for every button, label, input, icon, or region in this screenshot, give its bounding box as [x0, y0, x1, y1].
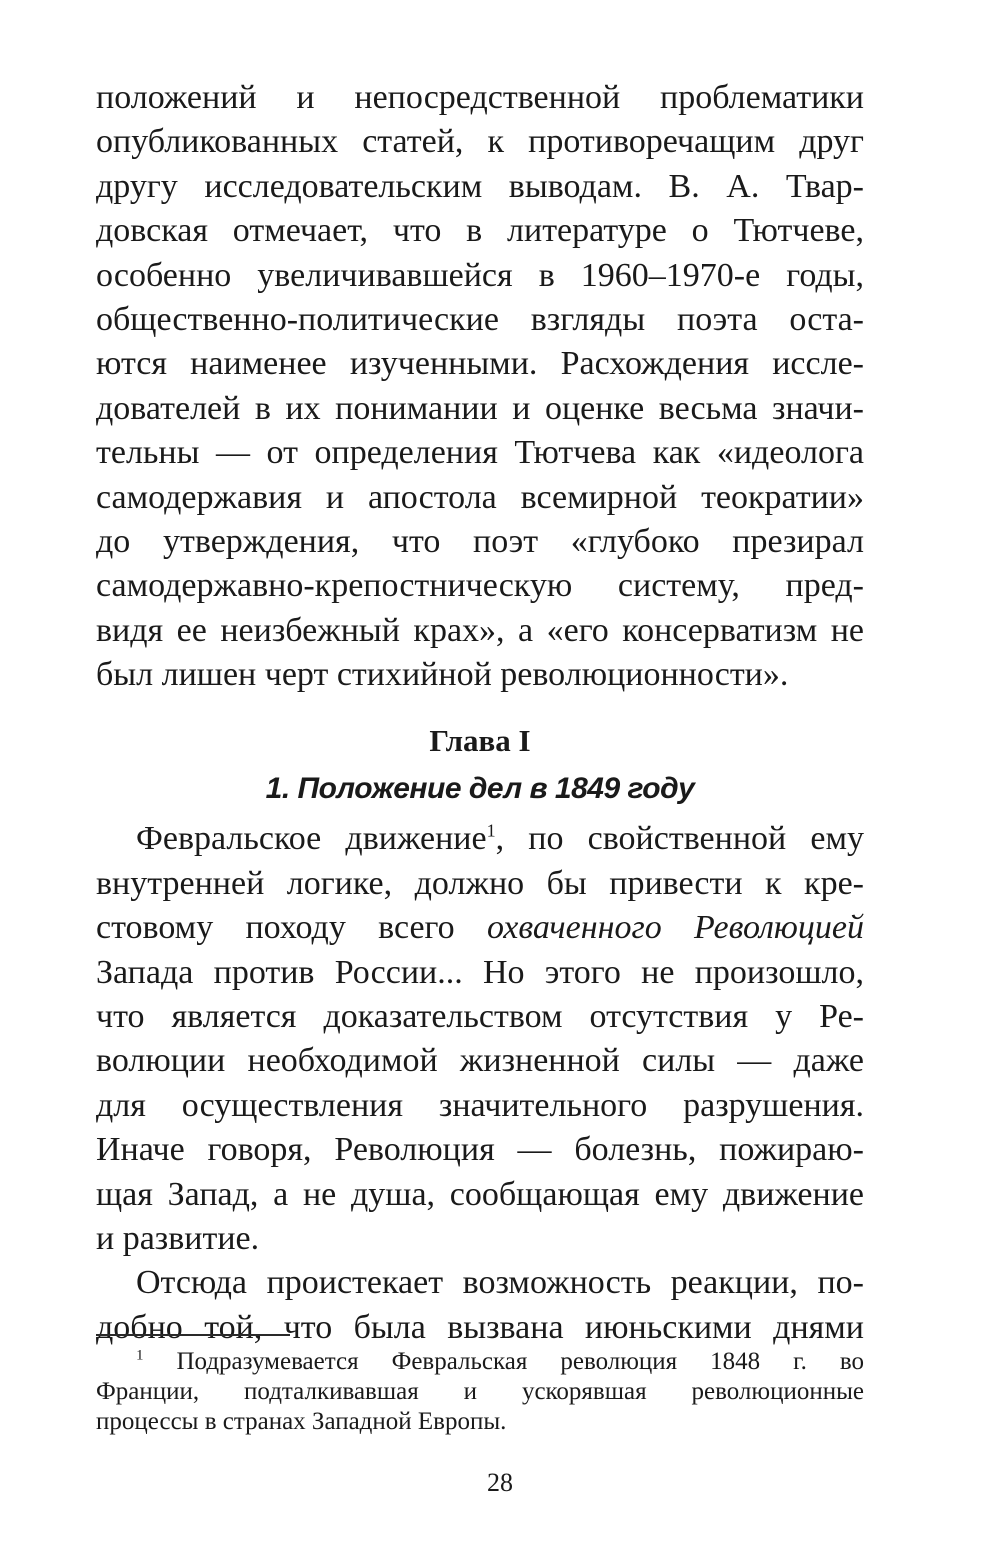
- text-line: щая Запад, а не душа, сообщающая ему движение: [96, 1175, 864, 1213]
- text-line: [96, 906, 864, 950]
- text-fragment: , по свойственной ему: [495, 820, 864, 858]
- text-line: и развитие.: [96, 1219, 260, 1257]
- footnote-marker: 1: [136, 1347, 144, 1364]
- footnote-line: [96, 1347, 864, 1377]
- text-line: дователей в их понимании и оценке весьма значи-: [96, 389, 864, 427]
- text-line: особенно увеличивавшейся в 1960–1970-е годы,: [96, 256, 864, 294]
- footnote: [96, 1347, 864, 1437]
- text-line: до утверждения, что поэт «глубоко презирал: [96, 522, 864, 560]
- text-line: Отсюда проистекает возможность реакции, по-: [136, 1264, 864, 1302]
- text-line: Запада против России... Но этого не произошло,: [96, 953, 864, 991]
- text-line: добно той, что была вызвана июньскими днями: [96, 1308, 864, 1346]
- text-line: самодержавия и апостола всемирной теократии»: [96, 478, 864, 516]
- text-line: был лишен черт стихийной революционности».: [96, 656, 789, 694]
- text-line: ются наименее изученными. Расхождения иссле-: [96, 345, 864, 383]
- text-line: для осуществления значительного разрушения.: [96, 1086, 864, 1124]
- text-line: опубликованных статей, к противоречащим друг: [96, 123, 864, 161]
- footnote-line: Франции, подталкивавшая и ускорявшая революционные: [96, 1378, 864, 1405]
- page-number: 28: [487, 1468, 513, 1497]
- intro-paragraph: [96, 76, 864, 697]
- chapter-title: Глава I: [429, 723, 531, 759]
- text-fragment: стовому походу всего: [96, 909, 487, 947]
- text-line: что является доказательством отсутствия у Ре-: [96, 998, 864, 1036]
- text-line: положений и непосредственной проблематики: [96, 79, 864, 116]
- section-title: 1. Положение дел в 1849 году: [265, 772, 695, 806]
- text-fragment: Подразумевается Февральская революция 1848 г. во: [143, 1348, 864, 1375]
- text-line: волюции необходимой жизненной силы — даже: [96, 1042, 864, 1080]
- text-line: внутренней логике, должно бы привести к кре-: [96, 864, 864, 902]
- text-line: [96, 817, 864, 861]
- text-line: самодержавно-крепостническую систему, пред-: [96, 567, 864, 605]
- text-line: общественно-политические взгляды поэта оста-: [96, 300, 864, 338]
- text-fragment: Февральское движение: [136, 820, 487, 858]
- italic-emphasis: охваченного Революцией: [486, 909, 864, 947]
- text-line: Иначе говоря, Революция — болезнь, пожираю-: [96, 1131, 864, 1169]
- page-body: [96, 76, 864, 1350]
- footnote-line: процессы в странах Западной Европы.: [96, 1408, 507, 1435]
- text-line: довская отмечает, что в литературе о Тютчеве,: [96, 212, 864, 250]
- quote-paragraph: [96, 817, 864, 1261]
- footnote-separator: [96, 1334, 290, 1336]
- next-paragraph: [96, 1261, 864, 1350]
- footnote-reference: 1: [486, 821, 496, 842]
- text-line: другу исследовательским выводам. В. А. Твар-: [96, 167, 864, 205]
- text-line: видя ее неизбежный крах», а «его консерватизм не: [96, 611, 864, 649]
- text-line: тельны — от определения Тютчева как «идеолога: [96, 434, 864, 472]
